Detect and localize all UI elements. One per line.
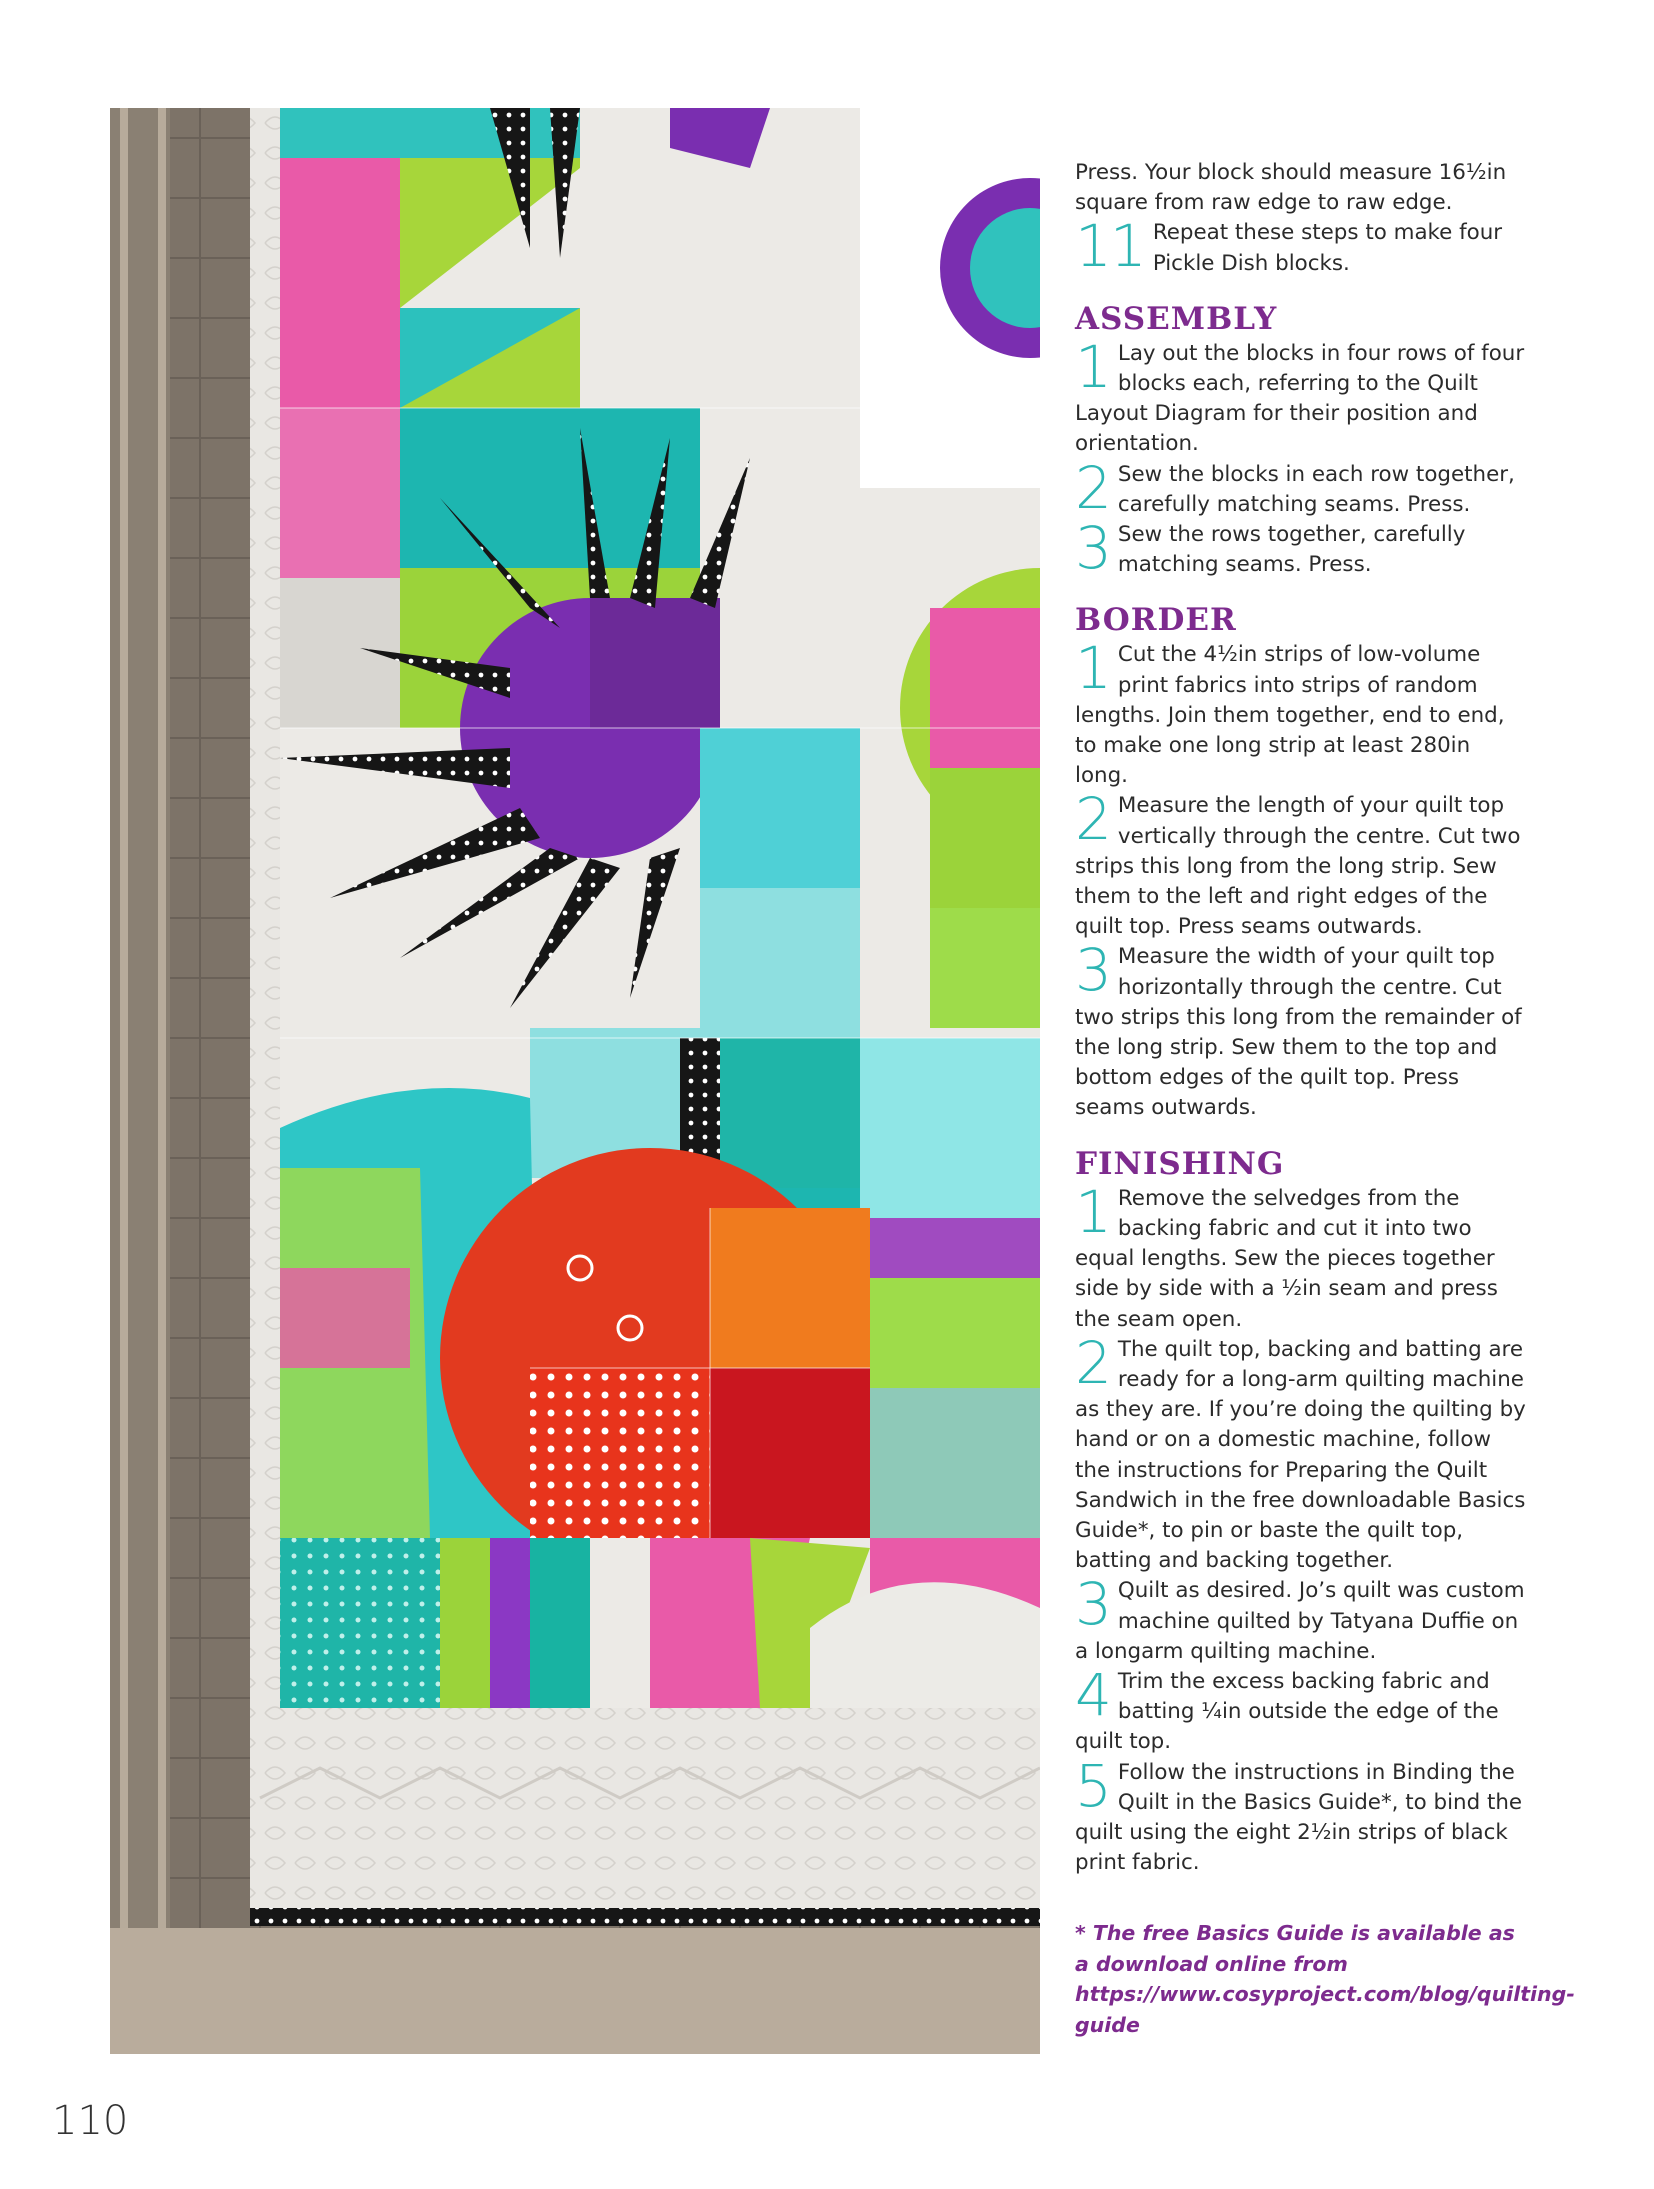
step-text: Trim the excess backing fabric and batting ¼in outside the edge of the quilt top. [1075, 1668, 1499, 1755]
step-text: Sew the rows together, carefully matching seams. Press. [1117, 522, 1466, 578]
page-number: 110 [52, 2098, 129, 2144]
border-step-1 [1075, 634, 1527, 791]
assembly-step-2 [1075, 453, 1527, 522]
section-heading-border: BORDER [1075, 602, 1237, 639]
quilt-photo [110, 108, 1040, 2054]
assembly-step-1 [1075, 332, 1527, 460]
step-number: 3 [1075, 514, 1110, 583]
step-number: 2 [1075, 785, 1110, 854]
step-text: Quilt as desired. Jo’s quilt was custom machine quilted by Tatyana Duffie on a longarm quilting machine. [1075, 1578, 1525, 1664]
step-number: 3 [1075, 1570, 1110, 1639]
step-number: 1 [1075, 634, 1110, 703]
finishing-step-4 [1075, 1660, 1527, 1758]
section-heading-assembly: ASSEMBLY [1075, 300, 1278, 337]
step-text: Lay out the blocks in four rows of four blocks each, referring to the Quilt Layout Diagram for their position and orientation. [1075, 340, 1525, 457]
instructions-column [1075, 158, 1575, 2061]
step-text: Cut the 4½in strips of low-volume print fabrics into strips of random lengths. Join them together, end to end, to make one long strip at least 280in long. [1075, 642, 1505, 789]
finishing-step-5 [1075, 1751, 1527, 1879]
step-number: 2 [1075, 1328, 1110, 1397]
step-text: Measure the length of your quilt top vertically through the centre. Cut two strips this long from the long strip. Sew them to the left and right edges of the quilt top. Press seams outwards. [1075, 793, 1521, 940]
intro-step-11 [1075, 212, 1527, 281]
step-text: Repeat these steps to make four Pickle Dish blocks. [1152, 220, 1503, 276]
step-number: 5 [1075, 1751, 1110, 1820]
section-heading-finishing: FINISHING [1075, 1145, 1285, 1182]
step-text: Remove the selvedges from the backing fabric and cut it into two equal lengths. Sew the pieces together side by side with a ½in seam and press the seam open. [1075, 1185, 1498, 1332]
step-text: Measure the width of your quilt top horizontally through the centre. Cut two strips this long from the remainder of the long strip. Sew them to the top and bottom edges of the quilt top. Press seams outwards. [1075, 944, 1522, 1121]
step-number: 11 [1075, 212, 1145, 281]
border-step-2 [1075, 785, 1527, 942]
step-number: 1 [1075, 1177, 1110, 1246]
step-text: Sew the blocks in each row together, carefully matching seams. Press. [1117, 461, 1515, 517]
finishing-step-3 [1075, 1570, 1527, 1667]
quilt-illustration [110, 108, 1040, 2054]
border-step-3 [1075, 936, 1527, 1123]
step-number: 3 [1075, 936, 1110, 1005]
step-text: Follow the instructions in Binding the Quilt in the Basics Guide*, to bind the quilt using the eight 2½in strips of black print fabric. [1075, 1759, 1523, 1876]
step-number: 1 [1075, 332, 1110, 401]
finishing-step-1 [1075, 1177, 1527, 1335]
finishing-step-2 [1075, 1328, 1527, 1577]
step-text: The quilt top, backing and batting are ready for a long-arm quilting machine as they are. If you’re doing the quilting by hand or on a domestic machine, follow the instructions for Preparing the Quilt Sandwich in the free downloadable Basics Guide*, to pin or baste the quilt top, batting and backing together. [1075, 1336, 1526, 1574]
step-number: 4 [1075, 1660, 1110, 1729]
step-number: 2 [1075, 453, 1110, 522]
basics-guide-footnote: * The free Basics Guide is available as a download online from https://www.cosyproject.com/blog/quilting-guide [1075, 1921, 1575, 2037]
assembly-step-3 [1075, 514, 1527, 583]
intro-press-text: Press. Your block should measure 16½in square from raw edge to raw edge. [1075, 160, 1507, 216]
